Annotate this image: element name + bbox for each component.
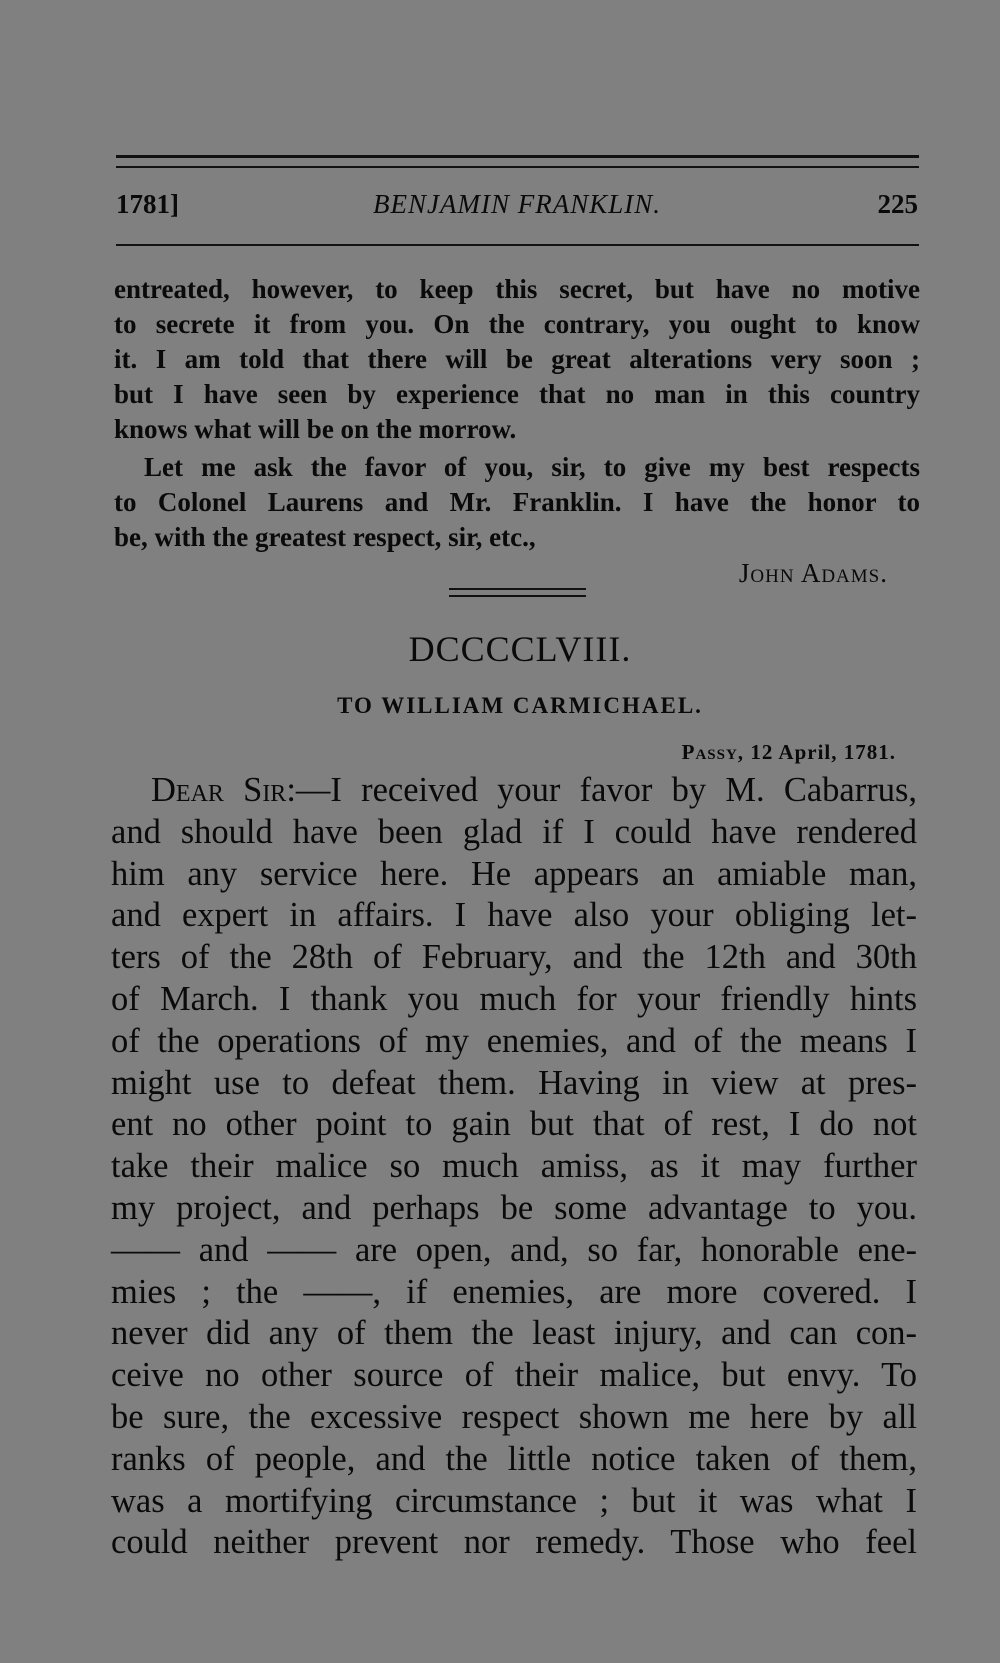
closing-line: to Colonel Laurens and Mr. Franklin. I have the honor to [114,487,920,517]
letter-line: never did any of them the least injury, and can con- [111,1314,917,1353]
letter-line: take their malice so much amiss, as it may further [111,1147,917,1186]
head-rule [116,244,919,246]
letter-line: my project, and perhaps be some advantage to you. [111,1188,917,1227]
closing-line: Let me ask the favor of you, sir, to give my best respects [144,452,920,482]
continuation-paragraph [114,272,920,447]
letter-line: —— and —— are open, and, so far, honorable ene- [111,1230,917,1269]
letter-line: could neither prevent nor remedy. Those who feel [111,1523,917,1562]
continuation-line: to secrete it from you. On the contrary, you ought to know [114,309,920,339]
section-divider-upper [449,588,586,590]
letter-line: of March. I thank you much for your friendly hints [111,979,917,1018]
top-rule-thin [116,166,919,168]
running-head-title: BENJAMIN FRANKLIN. [373,189,661,219]
section-divider-lower [449,595,586,597]
letter-line: of the operations of my enemies, and of the means I [111,1021,917,1060]
dateline-date: 12 April, 1781. [750,740,896,764]
letter-number-heading: DCCCCLVIII. [408,629,632,669]
letter-line: mies ; the ——, if enemies, are more covered. I [111,1272,917,1311]
running-head [116,184,918,224]
letter-line: ters of the 28th of February, and the 12th and 30th [111,938,917,977]
letter-line: and expert in affairs. I have also your obliging let- [111,896,917,935]
dateline [682,737,896,767]
continuation-line: entreated, however, to keep this secret, but have no motive [114,274,920,304]
running-head-year: 1781] [116,189,179,219]
closing-paragraph [114,450,920,555]
letter-line: and should have been glad if I could have rendered [111,812,917,851]
closing-line: be, with the greatest respect, sir, etc., [114,522,536,552]
continuation-line: it. I am told that there will be great alterations very soon ; [114,344,920,374]
letter-line-opening [111,770,917,812]
letter-line: ranks of people, and the little notice taken of them, [111,1439,917,1478]
continuation-line: but I have seen by experience that no man in this country [114,379,920,409]
top-rule-thick [116,155,919,158]
letter-line: ent no other point to gain but that of rest, I do not [111,1105,917,1144]
letter-line-text: :—I received your favor by M. Cabarrus, [286,771,917,809]
letter-line: him any service here. He appears an amiable man, [111,854,917,893]
salutation: Dear Sir [151,771,287,809]
letter-body [111,770,917,1564]
letter-line: might use to defeat them. Having in view at pres- [111,1063,917,1102]
continuation-line: knows what will be on the morrow. [114,414,517,444]
letter-line: was a mortifying circumstance ; but it was what I [111,1481,917,1520]
letter-line: ceive no other source of their malice, but envy. To [111,1356,917,1395]
signature: John Adams. [738,558,888,588]
page-number: 225 [877,189,918,219]
letter-line: be sure, the excessive respect shown me here by all [111,1397,917,1436]
addressee-heading: TO WILLIAM CARMICHAEL. [337,693,703,718]
dateline-place: Passy, [681,740,745,764]
